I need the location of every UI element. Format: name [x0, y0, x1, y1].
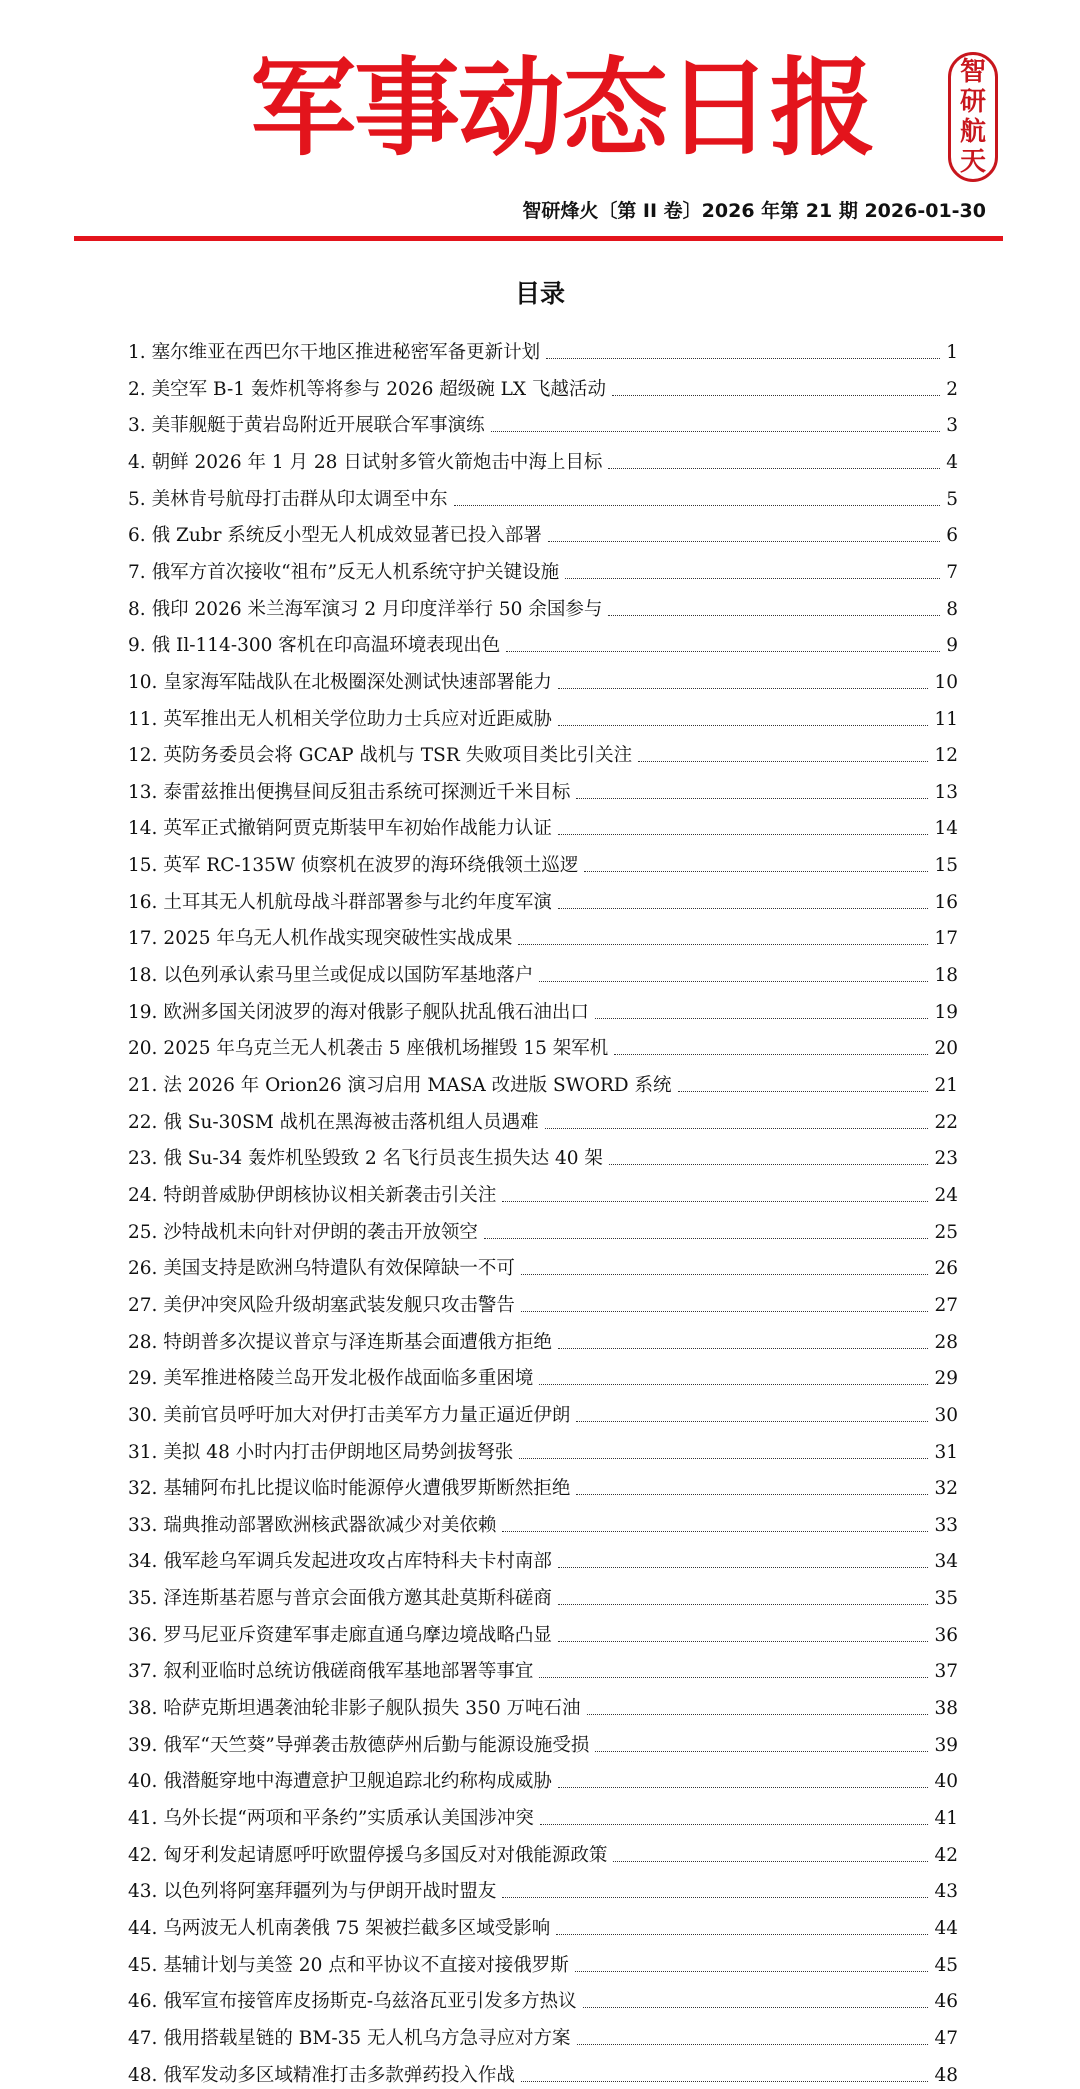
toc-entry-number: 18.: [128, 965, 158, 987]
toc-leader-dots: [609, 1164, 929, 1165]
toc-entry-title: 美空军 B-1 轰炸机等将参与 2026 超级碗 LX 飞越活动: [151, 378, 606, 400]
toc-entry[interactable]: [128, 1869, 958, 1903]
toc-leader-dots: [638, 761, 928, 762]
toc-entry[interactable]: [128, 1649, 958, 1683]
toc-entry-page: 5: [946, 488, 958, 510]
toc-entry[interactable]: [128, 1503, 958, 1537]
toc-entry-title: 俄 Il-114-300 客机在印高温环境表现出色: [151, 635, 501, 657]
toc-entry-title: 英防务委员会将 GCAP 战机与 TSR 失败项目类比引关注: [163, 745, 633, 767]
toc-entry-number: 41.: [128, 1808, 158, 1829]
toc-entry-title: 英军推出无人机相关学位助力士兵应对近距威胁: [163, 708, 552, 730]
toc-entry-page: 2: [946, 378, 958, 400]
toc-entry-title: 沙特战机未向针对伊朗的袭击开放领空: [163, 1221, 478, 1243]
toc-entry-page: 23: [934, 1148, 958, 1170]
toc-entry[interactable]: [128, 660, 958, 694]
toc-leader-dots: [539, 1384, 928, 1385]
toc-leader-dots: [519, 1458, 928, 1459]
toc-entry-page: 43: [934, 1881, 958, 1903]
toc-entry-title: 乌外长提“两项和平条约”实质承认美国涉冲突: [163, 1808, 534, 1829]
toc-entry-number: 40.: [128, 1771, 158, 1793]
toc-entry-number: 13.: [128, 781, 158, 803]
toc-entry-number: 27.: [128, 1294, 158, 1316]
toc-entry[interactable]: [128, 1283, 958, 1317]
toc-entry-title: 叙利亚临时总统访俄磋商俄军基地部署等事宜: [163, 1661, 534, 1683]
toc-entry[interactable]: [128, 1246, 958, 1280]
toc-entry-page: 38: [934, 1698, 958, 1720]
newspaper-title: 军事动态日报: [250, 47, 874, 170]
toc-entry[interactable]: [128, 1759, 958, 1793]
toc-entry-page: 3: [946, 415, 958, 437]
toc-entry[interactable]: [128, 623, 958, 657]
toc-entry-title: 俄军“天竺葵”导弹袭击敖德萨州后勤与能源设施受损: [163, 1734, 590, 1756]
toc-entry-page: 45: [934, 1954, 958, 1976]
toc-entry-number: 1.: [128, 342, 146, 363]
toc-entry[interactable]: [128, 990, 958, 1024]
toc-entry[interactable]: [128, 1136, 958, 1170]
toc-entry-page: 11: [934, 708, 958, 730]
toc-entry-title: 2025 年乌克兰无人机袭击 5 座俄机场摧毁 15 架军机: [163, 1038, 609, 1060]
toc-entry-page: 12: [934, 745, 958, 767]
toc-entry-page: 31: [934, 1441, 958, 1463]
seal-char: 天: [959, 147, 986, 177]
toc-entry-title: 英军正式撤销阿贾克斯装甲车初始作战能力认证: [163, 818, 552, 840]
toc-entry[interactable]: [128, 916, 958, 950]
toc-entry-page: 19: [934, 1001, 958, 1023]
toc-entry-page: 37: [934, 1661, 958, 1683]
toc-leader-dots: [614, 1054, 928, 1055]
toc-entry-page: 9: [946, 635, 958, 657]
toc-entry-number: 36.: [128, 1624, 158, 1646]
toc-entry-title: 匈牙利发起请愿呼吁欧盟停援乌多国反对对俄能源政策: [163, 1844, 608, 1866]
toc-leader-dots: [518, 944, 928, 945]
toc-entry-page: 40: [934, 1771, 958, 1793]
toc-entry-number: 25.: [128, 1221, 158, 1243]
toc-entry-page: 33: [934, 1514, 958, 1536]
toc-entry[interactable]: [128, 367, 958, 401]
toc-entry-number: 31.: [128, 1441, 158, 1463]
toc-entry-number: 22.: [128, 1111, 158, 1133]
seal-char: 研: [959, 87, 986, 117]
toc-entry-number: 16.: [128, 891, 158, 913]
toc-entry-number: 39.: [128, 1734, 158, 1756]
toc-entry[interactable]: [128, 1466, 958, 1500]
toc-entry-page: 21: [934, 1075, 958, 1096]
toc-leader-dots: [454, 505, 941, 506]
toc-entry[interactable]: [128, 1723, 958, 1757]
toc-entry[interactable]: [128, 440, 958, 474]
toc-entry-number: 19.: [128, 1001, 158, 1023]
toc-leader-dots: [558, 908, 929, 909]
toc-entry[interactable]: [128, 770, 958, 804]
toc-leader-dots: [558, 1567, 929, 1568]
toc-leader-dots: [613, 1861, 928, 1862]
toc-leader-dots: [612, 395, 940, 396]
toc-entry-title: 欧洲多国关闭波罗的海对俄影子舰队扰乱俄石油出口: [163, 1001, 589, 1023]
toc-entry-page: 28: [934, 1331, 958, 1353]
toc-entry-title: 法 2026 年 Orion26 演习启用 MASA 改进版 SWORD 系统: [163, 1075, 672, 1096]
toc-entry-title: 俄用搭载星链的 BM-35 无人机乌方急寻应对方案: [163, 2027, 571, 2049]
toc-entry-title: 英军 RC-135W 侦察机在波罗的海环绕俄领土巡逻: [163, 855, 579, 877]
toc-entry-page: 10: [934, 671, 958, 693]
toc-entry[interactable]: [128, 403, 958, 437]
toc-entry-title: 2025 年乌无人机作战实现突破性实战成果: [163, 928, 513, 950]
toc-leader-dots: [506, 651, 940, 652]
toc-entry[interactable]: [128, 1430, 958, 1464]
toc-leader-dots: [558, 1604, 929, 1605]
toc-leader-dots: [521, 2081, 929, 2082]
seal-char: 智: [959, 57, 986, 87]
toc-entry[interactable]: [128, 1393, 958, 1427]
toc-entry[interactable]: [128, 1063, 958, 1097]
toc-entry-number: 21.: [128, 1075, 158, 1096]
toc-entry-number: 26.: [128, 1258, 158, 1280]
toc-leader-dots: [556, 1934, 928, 1935]
toc-leader-dots: [558, 1641, 929, 1642]
toc-entry-page: 35: [934, 1588, 958, 1610]
toc-entry[interactable]: [128, 1210, 958, 1244]
toc-entry[interactable]: [128, 2053, 958, 2087]
toc-entry-page: 22: [934, 1111, 958, 1133]
toc-entry[interactable]: [128, 1613, 958, 1647]
toc-leader-dots: [539, 981, 928, 982]
toc-entry-page: 41: [934, 1808, 958, 1829]
toc-leader-dots: [565, 578, 940, 579]
toc-entry[interactable]: [128, 1943, 958, 1977]
toc-entry-page: 47: [934, 2027, 958, 2049]
toc-entry-number: 12.: [128, 745, 158, 767]
toc-entry[interactable]: [128, 1100, 958, 1134]
toc-entry-number: 7.: [128, 561, 146, 583]
toc-leader-dots: [678, 1091, 929, 1092]
toc-entry-title: 俄 Zubr 系统反小型无人机成效显著已投入部署: [151, 525, 542, 547]
toc-leader-dots: [576, 798, 928, 799]
toc-entry-page: 34: [934, 1551, 958, 1573]
toc-leader-dots: [521, 1311, 929, 1312]
toc-entry-page: 39: [934, 1734, 958, 1756]
toc-leader-dots: [521, 1274, 929, 1275]
toc-entry-number: 11.: [128, 708, 158, 730]
toc-leader-dots: [545, 1128, 929, 1129]
toc-entry-page: 14: [934, 818, 958, 840]
toc-entry-number: 10.: [128, 671, 158, 693]
toc-entry-title: 土耳其无人机航母战斗群部署参与北约年度军演: [163, 891, 552, 913]
toc-entry[interactable]: [128, 1833, 958, 1867]
toc-leader-dots: [484, 1238, 929, 1239]
toc-leader-dots: [595, 1018, 929, 1019]
toc-entry[interactable]: [128, 1026, 958, 1060]
toc-entry[interactable]: [128, 587, 958, 621]
toc-leader-dots: [548, 541, 940, 542]
toc-entry-title: 俄军趁乌军调兵发起进攻攻占库特科夫卡村南部: [163, 1551, 552, 1573]
toc-leader-dots: [558, 1348, 929, 1349]
toc-entry-title: 美军推进格陵兰岛开发北极作战面临多重困境: [163, 1368, 534, 1390]
header-divider: [74, 236, 1003, 241]
toc-entry-number: 3.: [128, 415, 146, 437]
toc-entry[interactable]: [128, 1796, 958, 1830]
toc-entry-number: 33.: [128, 1514, 158, 1536]
toc-entry-page: 46: [934, 1991, 958, 2013]
toc-entry-title: 塞尔维亚在西巴尔干地区推进秘密军备更新计划: [151, 342, 541, 363]
toc-entry[interactable]: [128, 1173, 958, 1207]
seal-char: 航: [959, 117, 986, 147]
toc-entry-title: 美伊冲突风险升级胡塞武装发舰只攻击警告: [163, 1294, 515, 1316]
toc-entry-title: 美前官员呼吁加大对伊打击美军方力量正逼近伊朗: [163, 1404, 571, 1426]
toc-leader-dots: [540, 1824, 929, 1825]
toc-leader-dots: [502, 1531, 928, 1532]
toc-entry-number: 46.: [128, 1991, 158, 2013]
toc-entry-page: 1: [946, 342, 958, 363]
toc-entry-number: 47.: [128, 2027, 158, 2049]
toc-entry-number: 6.: [128, 525, 146, 547]
toc-entry-page: 27: [934, 1294, 958, 1316]
toc-leader-dots: [558, 834, 929, 835]
toc-entry-number: 32.: [128, 1478, 158, 1500]
toc-entry-title: 基辅阿布扎比提议临时能源停火遭俄罗斯断然拒绝: [163, 1478, 571, 1500]
toc-entry-number: 15.: [128, 855, 158, 877]
toc-entry-page: 16: [934, 891, 958, 913]
toc-entry[interactable]: [128, 330, 958, 364]
toc-entry-number: 20.: [128, 1038, 158, 1060]
toc-leader-dots: [576, 1421, 928, 1422]
toc-entry-page: 24: [934, 1184, 958, 1206]
toc-entry-title: 瑞典推动部署欧洲核武器欲减少对美依赖: [163, 1514, 497, 1536]
toc-entry-page: 42: [934, 1844, 958, 1866]
toc-entry-number: 29.: [128, 1368, 158, 1390]
toc-entry-number: 37.: [128, 1661, 158, 1683]
toc-entry-page: 29: [934, 1368, 958, 1390]
toc-entry-page: 18: [934, 965, 958, 987]
toc-entry-title: 美林肯号航母打击群从印太调至中东: [151, 488, 448, 510]
toc-entry-title: 美国支持是欧洲乌特遣队有效保障缺一不可: [163, 1258, 515, 1280]
toc-entry-title: 美菲舰艇于黄岩岛附近开展联合军事演练: [151, 415, 485, 437]
toc-entry-number: 42.: [128, 1844, 158, 1866]
toc-leader-dots: [608, 468, 940, 469]
toc-entry[interactable]: [128, 806, 958, 840]
toc-entry[interactable]: [128, 2016, 958, 2050]
toc-entry-number: 28.: [128, 1331, 158, 1353]
toc-entry-title: 泽连斯基若愿与普京会面俄方邀其赴莫斯科磋商: [163, 1588, 552, 1610]
toc-entry-number: 5.: [128, 488, 146, 510]
toc-leader-dots: [502, 1201, 928, 1202]
toc-entry-page: 20: [934, 1038, 958, 1060]
toc-heading: 目录: [514, 279, 565, 308]
toc-entry-number: 35.: [128, 1588, 158, 1610]
toc-entry-title: 哈萨克斯坦遇袭油轮非影子舰队损失 350 万吨石油: [163, 1698, 581, 1720]
toc-entry-number: 9.: [128, 635, 146, 657]
toc-entry-title: 以色列承认索马里兰或促成以国防军基地落户: [163, 965, 534, 987]
toc-entry-title: 泰雷兹推出便携昼间反狙击系统可探测近千米目标: [163, 781, 571, 803]
toc-entry[interactable]: [128, 1539, 958, 1573]
toc-entry-page: 26: [934, 1258, 958, 1280]
toc-entry[interactable]: [128, 513, 958, 547]
toc-entry-page: 13: [934, 781, 958, 803]
toc-entry-title: 以色列将阿塞拜疆列为与伊朗开战时盟友: [163, 1881, 497, 1903]
toc-entry-number: 24.: [128, 1184, 158, 1206]
toc-entry[interactable]: [128, 880, 958, 914]
toc-entry-page: 7: [946, 561, 958, 583]
toc-leader-dots: [587, 1714, 929, 1715]
toc-entry[interactable]: [128, 477, 958, 511]
toc-entry[interactable]: [128, 1320, 958, 1354]
toc-entry-title: 俄 Su-30SM 战机在黑海被击落机组人员遇难: [163, 1111, 539, 1133]
toc-entry-number: 45.: [128, 1954, 158, 1976]
toc-entry-title: 俄印 2026 米兰海军演习 2 月印度洋举行 50 余国参与: [151, 598, 603, 620]
toc-entry-number: 48.: [128, 2064, 158, 2086]
toc-entry-page: 15: [934, 855, 958, 877]
toc-entry-page: 6: [946, 525, 958, 547]
toc-leader-dots: [558, 1787, 929, 1788]
toc-entry-page: 8: [946, 598, 958, 620]
toc-entry-title: 特朗普威胁伊朗核协议相关新袭击引关注: [163, 1184, 497, 1206]
toc-leader-dots: [558, 688, 929, 689]
toc-leader-dots: [584, 871, 928, 872]
toc-leader-dots: [546, 358, 940, 359]
toc-entry-page: 36: [934, 1624, 958, 1646]
toc-entry-title: 特朗普多次提议普京与泽连斯基会面遭俄方拒绝: [163, 1331, 552, 1353]
toc-leader-dots: [577, 2044, 929, 2045]
toc-entry-number: 8.: [128, 598, 146, 620]
toc-entry-page: 4: [946, 451, 958, 473]
toc-entry-title: 乌两波无人机南袭俄 75 架被拦截多区域受影响: [163, 1917, 551, 1939]
toc-entry-title: 俄军方首次接收“祖布”反无人机系统守护关键设施: [151, 561, 560, 583]
toc-entry[interactable]: [128, 1356, 958, 1390]
toc-entry[interactable]: [128, 1906, 958, 1940]
toc-entry-page: 25: [934, 1221, 958, 1243]
toc-entry-title: 俄军发动多区域精准打击多款弹药投入作战: [163, 2064, 515, 2086]
toc-leader-dots: [608, 615, 940, 616]
toc-entry-title: 皇家海军陆战队在北极圈深处测试快速部署能力: [163, 671, 552, 693]
toc-entry[interactable]: [128, 843, 958, 877]
toc-leader-dots: [576, 1494, 928, 1495]
toc-leader-dots: [583, 2007, 929, 2008]
toc-leader-dots: [575, 1971, 929, 1972]
toc-entry-number: 17.: [128, 928, 158, 950]
toc-entry-number: 23.: [128, 1148, 158, 1170]
toc-entry-title: 美拟 48 小时内打击伊朗地区局势剑拔弩张: [163, 1441, 514, 1463]
seal-stamp: [948, 52, 998, 182]
toc-entry-number: 2.: [128, 378, 146, 400]
toc-leader-dots: [491, 431, 941, 432]
toc-entry-title: 罗马尼亚斥资建军事走廊直通乌摩边境战略凸显: [163, 1624, 552, 1646]
toc-entry-number: 14.: [128, 818, 158, 840]
toc-entry[interactable]: [128, 733, 958, 767]
toc-entry-number: 30.: [128, 1404, 158, 1426]
toc-entry[interactable]: [128, 697, 958, 731]
toc-entry-page: 30: [934, 1404, 958, 1426]
toc-entry-page: 48: [934, 2064, 958, 2086]
toc-entry-number: 4.: [128, 451, 146, 473]
toc-entry[interactable]: [128, 550, 958, 584]
toc-entry-title: 俄潜艇穿地中海遭意护卫舰追踪北约称构成威胁: [163, 1771, 552, 1793]
toc-leader-dots: [558, 725, 929, 726]
toc-entry-page: 32: [934, 1478, 958, 1500]
toc-entry-title: 朝鲜 2026 年 1 月 28 日试射多管火箭炮击中海上目标: [151, 451, 603, 473]
toc-entry-title: 俄军宣布接管库皮扬斯克-乌兹洛瓦亚引发多方热议: [163, 1991, 577, 2013]
toc-leader-dots: [595, 1751, 928, 1752]
toc-entry-number: 34.: [128, 1551, 158, 1573]
toc-entry[interactable]: [128, 953, 958, 987]
toc-entry-title: 基辅计划与美签 20 点和平协议不直接对接俄罗斯: [163, 1954, 569, 1976]
toc-leader-dots: [539, 1677, 928, 1678]
toc-entry-title: 俄 Su-34 轰炸机坠毁致 2 名飞行员丧生损失达 40 架: [163, 1148, 603, 1170]
toc-entry-number: 43.: [128, 1881, 158, 1903]
issue-info: 智研烽火〔第 II 卷〕2026 年第 21 期 2026-01-30: [522, 200, 986, 222]
toc-entry[interactable]: [128, 1576, 958, 1610]
toc-entry-number: 38.: [128, 1698, 158, 1720]
toc-entry[interactable]: [128, 1686, 958, 1720]
toc-entry-number: 44.: [128, 1917, 158, 1939]
toc-leader-dots: [502, 1897, 928, 1898]
toc-entry-page: 44: [934, 1917, 958, 1939]
toc-entry[interactable]: [128, 1979, 958, 2013]
toc-entry-page: 17: [934, 928, 958, 950]
